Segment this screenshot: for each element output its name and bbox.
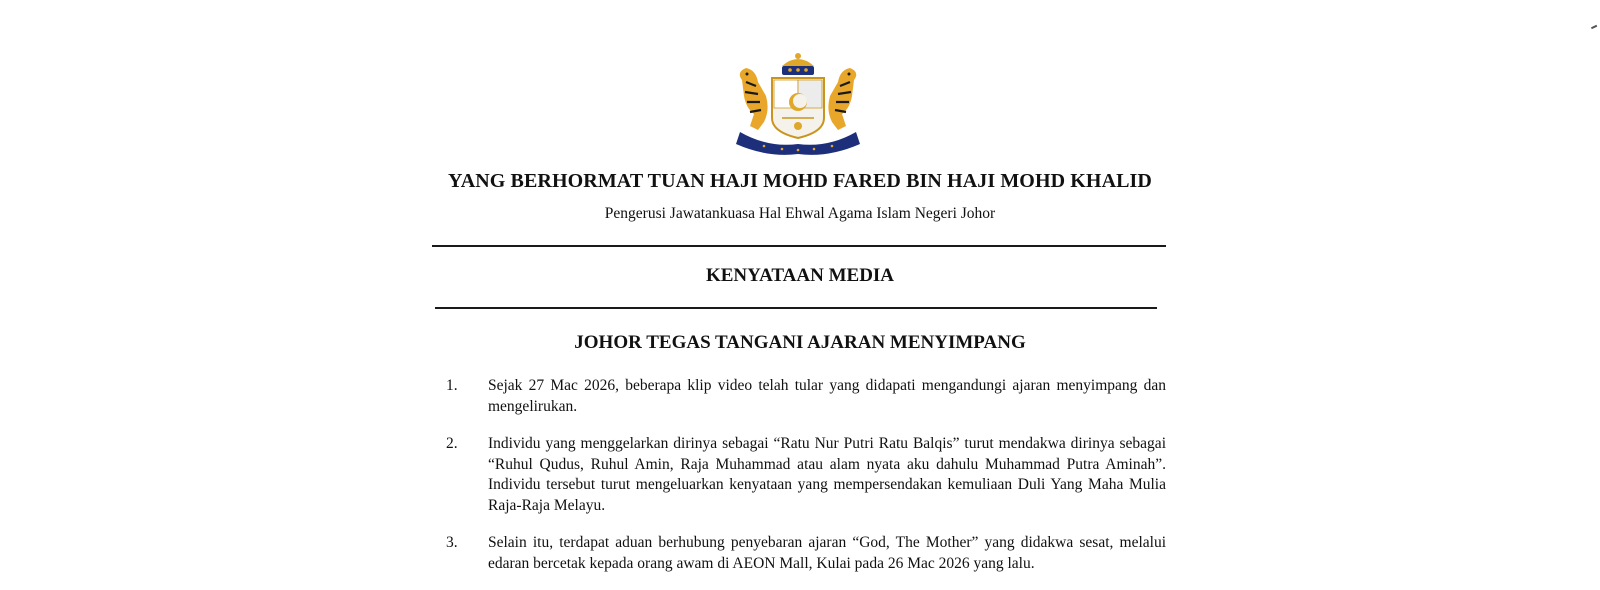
paragraph-number: 3. xyxy=(446,534,458,551)
paragraph-item xyxy=(446,376,1166,417)
johor-coat-of-arms-emblem xyxy=(728,52,868,156)
shield-icon xyxy=(772,78,824,138)
official-role: Pengerusi Jawatankuasa Hal Ehwal Agama Islam Negeri Johor xyxy=(604,205,996,222)
paragraph-text: Selain itu, terdapat aduan berhubung penyebaran ajaran “God, The Mother” yang didakwa sesat, melalui edaran bercetak kepada orang awam di AEON Mall, Kulai pada 26 Mac 2026 yang lalu. xyxy=(488,534,1166,572)
left-tiger-icon xyxy=(740,68,768,130)
paragraph-text: Sejak 27 Mac 2026, beberapa klip video telah tular yang didapati mengandungi ajaran menyimpang dan mengelirukan. xyxy=(488,377,1166,415)
paragraph-text: Individu yang menggelarkan dirinya sebagai “Ratu Nur Putri Ratu Balqis” turut mendakwa dirinya sebagai “Ruhul Qudus, Ruhul Amin, Raja Muhammad atau alam nyata aku dahulu Muhammad Putra Aminah”. Individu tersebut turut mengeluarkan kenyataan yang mempersendakan kemuliaan Duli Yang Maha Mulia Raja-Raja Melayu. xyxy=(488,435,1166,514)
statement-paragraphs xyxy=(446,376,1166,590)
paragraph-number: 1. xyxy=(446,377,458,394)
paragraph-number: 2. xyxy=(446,435,458,452)
paragraph-item xyxy=(446,533,1166,574)
paragraph-item xyxy=(446,434,1166,516)
divider-bottom xyxy=(435,307,1157,309)
document-type-title: KENYATAAN MEDIA xyxy=(705,265,895,286)
crown-icon xyxy=(782,53,814,75)
right-tiger-icon xyxy=(828,68,856,130)
statement-headline: JOHOR TEGAS TANGANI AJARAN MENYIMPANG xyxy=(574,332,1026,353)
official-name: YANG BERHORMAT TUAN HAJI MOHD FARED BIN HAJI MOHD KHALID xyxy=(448,170,1152,192)
divider-top xyxy=(432,245,1166,247)
scan-artifact-mark xyxy=(1591,25,1597,29)
